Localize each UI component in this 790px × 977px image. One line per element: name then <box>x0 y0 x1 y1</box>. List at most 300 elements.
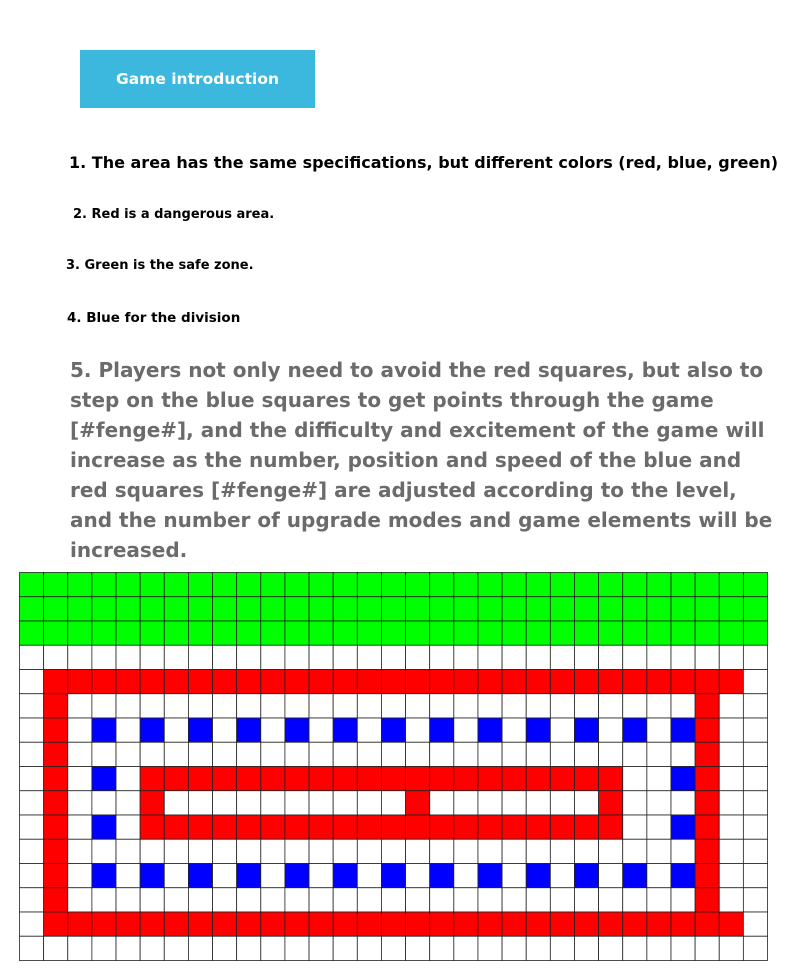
safe-cell <box>44 573 68 597</box>
empty-cell <box>550 888 574 912</box>
score-cell <box>381 718 405 742</box>
safe-cell <box>695 597 719 621</box>
safe-cell <box>574 597 598 621</box>
empty-cell <box>285 839 309 863</box>
safe-cell <box>574 621 598 645</box>
empty-cell <box>550 791 574 815</box>
empty-cell <box>44 936 68 960</box>
safe-cell <box>719 573 743 597</box>
empty-cell <box>599 839 623 863</box>
safe-cell <box>406 621 430 645</box>
danger-cell <box>502 815 526 839</box>
empty-cell <box>213 864 237 888</box>
safe-cell <box>140 573 164 597</box>
empty-cell <box>333 645 357 669</box>
empty-cell <box>647 864 671 888</box>
empty-cell <box>213 718 237 742</box>
empty-cell <box>309 645 333 669</box>
safe-cell <box>526 597 550 621</box>
danger-cell <box>309 815 333 839</box>
empty-cell <box>647 936 671 960</box>
safe-cell <box>333 621 357 645</box>
empty-cell <box>647 718 671 742</box>
score-cell <box>430 864 454 888</box>
empty-cell <box>623 888 647 912</box>
danger-cell <box>478 767 502 791</box>
empty-cell <box>237 888 261 912</box>
empty-cell <box>454 888 478 912</box>
empty-cell <box>68 936 92 960</box>
score-cell <box>333 718 357 742</box>
empty-cell <box>743 888 767 912</box>
empty-cell <box>719 742 743 766</box>
safe-cell <box>599 597 623 621</box>
empty-cell <box>68 767 92 791</box>
score-cell <box>671 864 695 888</box>
empty-cell <box>550 839 574 863</box>
safe-cell <box>213 597 237 621</box>
empty-cell <box>20 670 44 694</box>
danger-cell <box>140 791 164 815</box>
empty-cell <box>188 888 212 912</box>
empty-cell <box>478 839 502 863</box>
safe-cell <box>647 621 671 645</box>
empty-cell <box>719 815 743 839</box>
score-cell <box>623 718 647 742</box>
danger-cell <box>574 912 598 936</box>
safe-cell <box>20 621 44 645</box>
safe-cell <box>599 621 623 645</box>
empty-cell <box>92 791 116 815</box>
empty-cell <box>261 839 285 863</box>
empty-cell <box>406 839 430 863</box>
empty-cell <box>261 791 285 815</box>
danger-cell <box>285 912 309 936</box>
empty-cell <box>357 839 381 863</box>
danger-cell <box>599 815 623 839</box>
empty-cell <box>213 645 237 669</box>
empty-cell <box>430 645 454 669</box>
safe-cell <box>743 573 767 597</box>
safe-cell <box>695 573 719 597</box>
safe-cell <box>92 621 116 645</box>
safe-cell <box>333 597 357 621</box>
safe-cell <box>285 621 309 645</box>
empty-cell <box>695 936 719 960</box>
danger-cell <box>695 670 719 694</box>
empty-cell <box>381 791 405 815</box>
danger-cell <box>164 912 188 936</box>
safe-cell <box>671 573 695 597</box>
danger-cell <box>550 767 574 791</box>
empty-cell <box>671 742 695 766</box>
danger-cell <box>44 694 68 718</box>
empty-cell <box>743 694 767 718</box>
rule-3: 3. Green is the safe zone. <box>66 258 254 273</box>
rule-1: 1. The area has the same specifications, but different colors (red, blue, green) <box>69 153 779 172</box>
danger-cell <box>44 670 68 694</box>
danger-cell <box>44 839 68 863</box>
empty-cell <box>285 936 309 960</box>
empty-cell <box>285 791 309 815</box>
danger-cell <box>285 767 309 791</box>
danger-cell <box>140 815 164 839</box>
empty-cell <box>20 888 44 912</box>
empty-cell <box>140 645 164 669</box>
danger-cell <box>695 694 719 718</box>
empty-cell <box>454 645 478 669</box>
empty-cell <box>68 718 92 742</box>
danger-cell <box>140 767 164 791</box>
empty-cell <box>719 936 743 960</box>
safe-cell <box>478 597 502 621</box>
safe-cell <box>550 621 574 645</box>
safe-cell <box>68 597 92 621</box>
danger-cell <box>406 912 430 936</box>
empty-cell <box>140 839 164 863</box>
empty-cell <box>719 864 743 888</box>
danger-cell <box>550 912 574 936</box>
empty-cell <box>309 694 333 718</box>
empty-cell <box>164 888 188 912</box>
empty-cell <box>188 936 212 960</box>
empty-cell <box>285 645 309 669</box>
safe-cell <box>237 573 261 597</box>
danger-cell <box>695 718 719 742</box>
empty-cell <box>213 888 237 912</box>
score-cell <box>671 718 695 742</box>
safe-cell <box>623 573 647 597</box>
danger-cell <box>406 815 430 839</box>
score-cell <box>92 767 116 791</box>
empty-cell <box>261 718 285 742</box>
danger-cell <box>671 912 695 936</box>
empty-cell <box>357 742 381 766</box>
score-cell <box>285 864 309 888</box>
empty-cell <box>20 718 44 742</box>
empty-cell <box>647 888 671 912</box>
score-cell <box>92 718 116 742</box>
empty-cell <box>20 767 44 791</box>
danger-cell <box>574 670 598 694</box>
empty-cell <box>237 645 261 669</box>
empty-cell <box>357 791 381 815</box>
safe-cell <box>261 621 285 645</box>
empty-cell <box>671 888 695 912</box>
empty-cell <box>502 888 526 912</box>
danger-cell <box>599 670 623 694</box>
empty-cell <box>381 742 405 766</box>
safe-cell <box>623 621 647 645</box>
empty-cell <box>671 694 695 718</box>
danger-cell <box>719 912 743 936</box>
danger-cell <box>357 670 381 694</box>
empty-cell <box>478 936 502 960</box>
empty-cell <box>743 670 767 694</box>
danger-cell <box>430 670 454 694</box>
empty-cell <box>526 936 550 960</box>
empty-cell <box>502 936 526 960</box>
empty-cell <box>164 839 188 863</box>
score-cell <box>333 864 357 888</box>
empty-cell <box>68 645 92 669</box>
score-cell <box>237 718 261 742</box>
empty-cell <box>140 936 164 960</box>
empty-cell <box>261 742 285 766</box>
danger-cell <box>116 912 140 936</box>
danger-cell <box>599 912 623 936</box>
empty-cell <box>261 694 285 718</box>
danger-cell <box>164 815 188 839</box>
danger-cell <box>261 670 285 694</box>
empty-cell <box>574 791 598 815</box>
empty-cell <box>719 767 743 791</box>
empty-cell <box>406 694 430 718</box>
rule-5-paragraph: 5. Players not only need to avoid the red squares, but also to step on the blue squares to get points through the game [#fenge#], and the difficulty and excitement of the game will increase as the number, position and speed of the blue and red squares [#fenge#] are adjusted according to the level, and the number of upgrade modes and game elements will be increased. <box>70 358 773 562</box>
empty-cell <box>574 888 598 912</box>
safe-cell <box>237 621 261 645</box>
empty-cell <box>599 864 623 888</box>
empty-cell <box>20 791 44 815</box>
empty-cell <box>237 791 261 815</box>
empty-cell <box>68 888 92 912</box>
game-board-grid <box>19 572 768 962</box>
danger-cell <box>333 912 357 936</box>
empty-cell <box>743 864 767 888</box>
empty-cell <box>381 839 405 863</box>
danger-cell <box>333 670 357 694</box>
safe-cell <box>574 573 598 597</box>
danger-cell <box>213 670 237 694</box>
safe-cell <box>623 597 647 621</box>
danger-cell <box>44 815 68 839</box>
empty-cell <box>116 742 140 766</box>
danger-cell <box>285 815 309 839</box>
empty-cell <box>68 791 92 815</box>
danger-cell <box>430 767 454 791</box>
danger-cell <box>188 767 212 791</box>
danger-cell <box>454 767 478 791</box>
safe-cell <box>92 597 116 621</box>
safe-cell <box>430 597 454 621</box>
empty-cell <box>502 839 526 863</box>
empty-cell <box>647 767 671 791</box>
empty-cell <box>357 645 381 669</box>
danger-cell <box>164 670 188 694</box>
empty-cell <box>526 888 550 912</box>
empty-cell <box>502 694 526 718</box>
empty-cell <box>406 742 430 766</box>
empty-cell <box>140 888 164 912</box>
empty-cell <box>647 791 671 815</box>
empty-cell <box>502 645 526 669</box>
empty-cell <box>333 888 357 912</box>
safe-cell <box>213 573 237 597</box>
empty-cell <box>623 839 647 863</box>
empty-cell <box>719 791 743 815</box>
empty-cell <box>550 645 574 669</box>
empty-cell <box>671 936 695 960</box>
score-cell <box>140 864 164 888</box>
safe-cell <box>550 597 574 621</box>
empty-cell <box>309 791 333 815</box>
empty-cell <box>550 864 574 888</box>
safe-cell <box>743 597 767 621</box>
empty-cell <box>381 936 405 960</box>
danger-cell <box>695 767 719 791</box>
empty-cell <box>502 864 526 888</box>
safe-cell <box>526 621 550 645</box>
score-cell <box>671 815 695 839</box>
empty-cell <box>164 791 188 815</box>
empty-cell <box>309 718 333 742</box>
danger-cell <box>213 767 237 791</box>
danger-cell <box>44 767 68 791</box>
score-cell <box>188 864 212 888</box>
empty-cell <box>116 645 140 669</box>
score-cell <box>188 718 212 742</box>
score-cell <box>237 864 261 888</box>
empty-cell <box>20 694 44 718</box>
safe-cell <box>357 597 381 621</box>
danger-cell <box>695 912 719 936</box>
danger-cell <box>213 815 237 839</box>
danger-cell <box>237 767 261 791</box>
empty-cell <box>261 645 285 669</box>
empty-cell <box>526 742 550 766</box>
danger-cell <box>357 815 381 839</box>
empty-cell <box>116 888 140 912</box>
empty-cell <box>647 645 671 669</box>
safe-cell <box>164 597 188 621</box>
safe-cell <box>140 621 164 645</box>
danger-cell <box>44 718 68 742</box>
danger-cell <box>695 815 719 839</box>
safe-cell <box>309 621 333 645</box>
empty-cell <box>671 839 695 863</box>
empty-cell <box>20 912 44 936</box>
danger-cell <box>261 815 285 839</box>
empty-cell <box>406 936 430 960</box>
empty-cell <box>743 791 767 815</box>
danger-cell <box>695 742 719 766</box>
empty-cell <box>526 791 550 815</box>
danger-cell <box>333 815 357 839</box>
empty-cell <box>164 694 188 718</box>
empty-cell <box>381 645 405 669</box>
danger-cell <box>526 767 550 791</box>
empty-cell <box>116 936 140 960</box>
danger-cell <box>68 670 92 694</box>
empty-cell <box>213 791 237 815</box>
danger-cell <box>188 912 212 936</box>
empty-cell <box>357 718 381 742</box>
empty-cell <box>502 742 526 766</box>
danger-cell <box>381 767 405 791</box>
danger-cell <box>261 912 285 936</box>
empty-cell <box>333 694 357 718</box>
empty-cell <box>20 839 44 863</box>
score-cell <box>526 718 550 742</box>
safe-cell <box>285 573 309 597</box>
empty-cell <box>92 742 116 766</box>
empty-cell <box>478 645 502 669</box>
empty-cell <box>454 864 478 888</box>
rule-2: 2. Red is a dangerous area. <box>73 207 275 222</box>
empty-cell <box>623 767 647 791</box>
score-cell <box>526 864 550 888</box>
safe-cell <box>647 597 671 621</box>
empty-cell <box>695 645 719 669</box>
danger-cell <box>526 912 550 936</box>
danger-cell <box>285 670 309 694</box>
empty-cell <box>92 936 116 960</box>
danger-cell <box>478 670 502 694</box>
empty-cell <box>68 694 92 718</box>
empty-cell <box>430 791 454 815</box>
empty-cell <box>599 888 623 912</box>
danger-cell <box>381 912 405 936</box>
safe-cell <box>164 621 188 645</box>
safe-cell <box>671 621 695 645</box>
danger-cell <box>406 791 430 815</box>
empty-cell <box>333 791 357 815</box>
danger-cell <box>406 670 430 694</box>
empty-cell <box>743 718 767 742</box>
empty-cell <box>743 767 767 791</box>
score-cell <box>671 767 695 791</box>
empty-cell <box>261 936 285 960</box>
empty-cell <box>574 839 598 863</box>
danger-cell <box>502 912 526 936</box>
empty-cell <box>20 742 44 766</box>
danger-cell <box>502 767 526 791</box>
score-cell <box>574 718 598 742</box>
game-introduction-badge: Game introduction <box>80 50 315 108</box>
empty-cell <box>20 936 44 960</box>
empty-cell <box>599 694 623 718</box>
empty-cell <box>68 742 92 766</box>
empty-cell <box>92 839 116 863</box>
danger-cell <box>237 670 261 694</box>
empty-cell <box>213 936 237 960</box>
empty-cell <box>116 694 140 718</box>
empty-cell <box>188 791 212 815</box>
empty-cell <box>309 864 333 888</box>
empty-cell <box>478 694 502 718</box>
safe-cell <box>719 621 743 645</box>
empty-cell <box>478 791 502 815</box>
safe-cell <box>599 573 623 597</box>
empty-cell <box>44 645 68 669</box>
empty-cell <box>357 694 381 718</box>
danger-cell <box>695 888 719 912</box>
empty-cell <box>116 791 140 815</box>
empty-cell <box>381 888 405 912</box>
empty-cell <box>454 936 478 960</box>
empty-cell <box>20 645 44 669</box>
danger-cell <box>309 767 333 791</box>
empty-cell <box>188 742 212 766</box>
danger-cell <box>574 767 598 791</box>
empty-cell <box>430 839 454 863</box>
empty-cell <box>599 645 623 669</box>
safe-cell <box>44 597 68 621</box>
empty-cell <box>550 718 574 742</box>
score-cell <box>140 718 164 742</box>
danger-cell <box>599 767 623 791</box>
safe-cell <box>502 597 526 621</box>
